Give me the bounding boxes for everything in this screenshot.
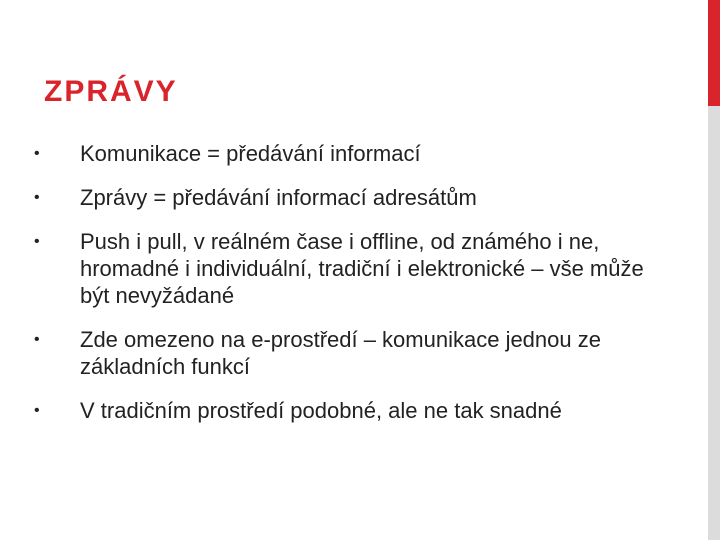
bullet-item-5 xyxy=(34,397,654,424)
bullet-item-4 xyxy=(34,326,654,380)
bullet-icon: • xyxy=(34,233,40,250)
bullet-text: Push i pull, v reálném čase i offline, od známého i ne, hromadné i individuální, tradiční i elektronické – vše může být nevyžádané xyxy=(80,229,644,308)
bullet-item-3 xyxy=(34,228,654,309)
bullet-item-1 xyxy=(34,140,654,167)
bullet-icon: • xyxy=(34,189,40,206)
bullet-text: V tradičním prostředí podobné, ale ne tak snadné xyxy=(80,398,562,423)
bullet-text: Zde omezeno na e-prostředí – komunikace jednou ze základních funkcí xyxy=(80,327,601,379)
bullet-text: Zprávy = předávání informací adresátům xyxy=(80,185,477,210)
slide-title: ZPRÁVY xyxy=(44,75,178,108)
bullet-icon: • xyxy=(34,145,40,162)
accent-bar-red xyxy=(708,0,720,106)
bullet-icon: • xyxy=(34,402,40,419)
accent-bar-gray xyxy=(708,106,720,540)
bullet-icon: • xyxy=(34,331,40,348)
bullet-item-2 xyxy=(34,184,654,211)
bullet-list xyxy=(34,140,654,441)
bullet-text: Komunikace = předávání informací xyxy=(80,141,421,166)
